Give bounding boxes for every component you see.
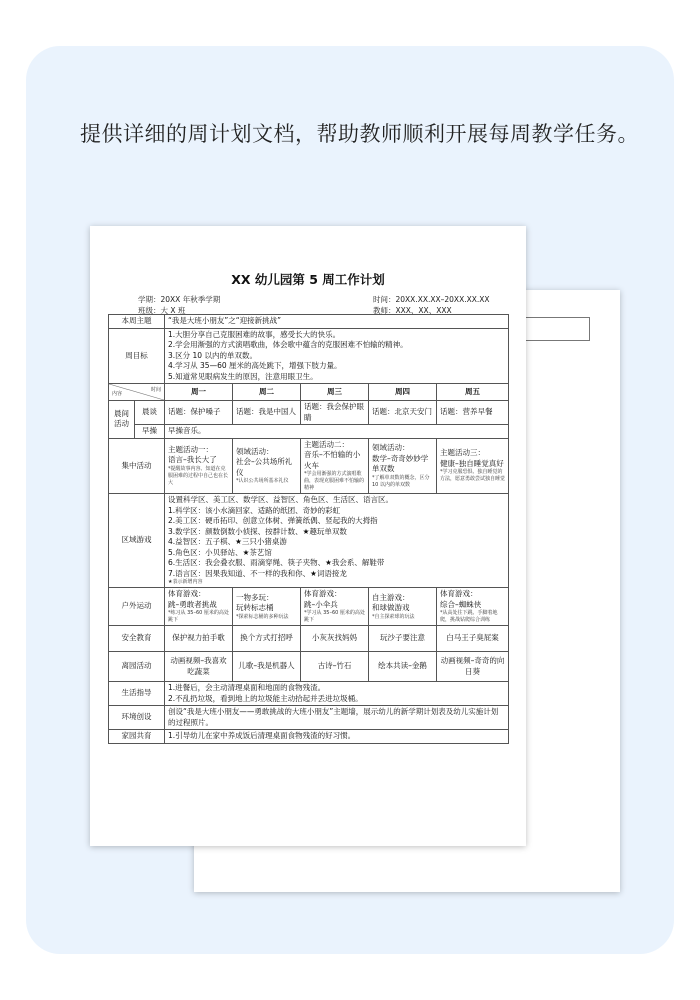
home-value: 1.引导幼儿在家中养成饭后清理桌面食物残渣的好习惯。 — [165, 730, 509, 744]
area-item: 2.美工区：硬币拓印、创意立体树、弹簧纸偶、竖起我的大拇指 — [168, 516, 378, 525]
cell-title: 领域活动： — [372, 443, 410, 452]
morning-talk-row — [109, 401, 509, 425]
goal-item: 2.学会用渐强的方式演唱歌曲，体会歌中蕴含的克服困难不怕输的精神。 — [168, 340, 408, 349]
area-item: 4.益智区：五子棋、★三只小猪桌游 — [168, 537, 287, 546]
morning-label: 晨间活动 — [109, 401, 135, 439]
group-cell — [233, 438, 301, 494]
talk-cell: 话题：北京天安门 — [369, 401, 437, 425]
safety-cell: 白马王子臭屁案 — [437, 626, 509, 652]
day-header: 周三 — [301, 384, 369, 401]
group-activity-row — [109, 438, 509, 494]
headline: 提供详细的周计划文档，帮助教师顺利开展每周教学任务。 — [80, 122, 639, 146]
area-games-row — [109, 494, 509, 588]
cell-note: *学习克服恐惧、独自睡觉的方法，愿意勇敢尝试独自睡觉 — [440, 469, 506, 483]
area-item: 1.科学区：该小水滴回家、适路的纸团、奇妙的彩虹 — [168, 505, 341, 515]
goals-label: 周目标 — [109, 328, 165, 384]
safety-cell: 小灰灰找妈妈 — [301, 626, 369, 652]
cell-title: 体育游戏： — [304, 589, 342, 598]
talk-cell: 话题：我会保护眼睛 — [301, 401, 369, 425]
talk-cell: 话题：保护嗓子 — [165, 401, 233, 425]
day-header: 周一 — [165, 384, 233, 401]
outdoor-cell — [301, 588, 369, 626]
area-item: 3.数学区：颜数倒数小侦探、按群计数、★趣玩单双数 — [168, 526, 347, 536]
cell-name: 社会–公共场所礼仪 — [236, 457, 293, 477]
group-cell — [301, 438, 369, 494]
goal-item: 1.大胆分享自己克服困难的故事，感受长大的快乐。 — [168, 329, 341, 339]
cell-note: *探索标志桶的多种玩法 — [236, 613, 289, 620]
life-item: 1.进餐后，会主动清理桌面和地面的食物残渣。 — [168, 683, 326, 692]
group-label: 集中活动 — [109, 438, 165, 494]
leaving-cell: 动画视频–我喜欢吃蔬菜 — [165, 652, 233, 682]
leaving-cell: 动画视频–奇奇的向日葵 — [437, 652, 509, 682]
env-label: 环境创设 — [109, 706, 165, 730]
cell-note: *从高处往下跳、手脚着地爬，挑战钻爬综合训练 — [440, 610, 498, 623]
area-list — [165, 494, 509, 588]
cell-name: 健康–独自睡觉真好 — [440, 458, 504, 468]
doc-title: XX 幼儿园第 5 周工作计划 — [231, 272, 385, 287]
theme-label: 本周主题 — [109, 315, 165, 329]
life-label: 生活指导 — [109, 682, 165, 706]
outdoor-label: 户外运动 — [109, 588, 165, 626]
day-header: 周四 — [369, 384, 437, 401]
cell-note: *了解单双数的概念，区分 10 以内的单双数 — [372, 474, 430, 488]
safety-label: 安全教育 — [109, 626, 165, 652]
cell-name: 和球做游戏 — [372, 603, 410, 612]
group-cell — [165, 438, 233, 494]
area-item: 5.角色区：小贝驿站、★茶艺馆 — [168, 547, 272, 557]
goal-item: 4.学习从 35—60 厘米的高处跳下，增强下肢力量。 — [168, 361, 342, 370]
cell-note: *自主探索球的玩法 — [372, 613, 415, 620]
outdoor-row — [109, 588, 509, 626]
document-page-preview — [90, 226, 526, 846]
area-item: 6.生活区：我会叠衣服、雨滴穿绳、筷子夹物、★我会系、解鞋带 — [168, 558, 385, 567]
cell-title: 自主游戏： — [372, 592, 410, 602]
cell-name: 音乐–不怕输的小火车 — [304, 450, 361, 470]
leaving-cell: 绘本共读–金鹅 — [369, 652, 437, 682]
exercise-row — [109, 425, 509, 439]
cell-title: 主题活动二： — [304, 439, 349, 449]
safety-row — [109, 626, 509, 652]
talk-label: 晨谈 — [135, 401, 165, 425]
cell-title: 主题活动一： — [168, 444, 213, 454]
cell-note: *学习从 35–60 厘米的高处跳下 — [304, 610, 365, 623]
semester: 学期：20XX 年秋季学期 — [138, 295, 221, 304]
life-list — [165, 682, 509, 706]
group-cell — [369, 438, 437, 494]
cell-name: 数学–奇奇妙妙学单双数 — [372, 453, 429, 473]
outdoor-cell — [165, 588, 233, 626]
corner-top-label: 时间 — [150, 387, 161, 393]
cell-title: 主题活动三： — [440, 448, 485, 458]
cell-note: *学会用渐强的方式演唱歌曲，表现克服困难不怕输的精神 — [304, 471, 365, 491]
home-label: 家园共育 — [109, 730, 165, 744]
theme-value: “我是大班小朋友”之“迎接新挑战” — [165, 315, 509, 329]
day-header: 周二 — [233, 384, 301, 401]
talk-cell: 话题：营养早餐 — [437, 401, 509, 425]
cell-title: 体育游戏： — [440, 589, 478, 598]
life-item: 2.不乱扔垃圾，看到地上的垃圾能主动拾起并丢进垃圾桶。 — [168, 693, 363, 703]
time-range: 时间：20XX.XX.XX–20XX.XX.XX — [373, 295, 490, 304]
area-note: ★表示新增内容 — [168, 579, 203, 585]
exercise-value: 早操音乐。 — [165, 425, 509, 439]
safety-cell: 玩沙子要注意 — [369, 626, 437, 652]
day-header-row — [109, 384, 509, 401]
leaving-row — [109, 652, 509, 682]
cell-title: 领域活动： — [236, 446, 274, 456]
cell-name: 综合–蜘蛛侠 — [440, 599, 482, 609]
leaving-label: 离园活动 — [109, 652, 165, 682]
goals-row — [109, 328, 509, 384]
safety-cell: 保护视力拍手歌 — [165, 626, 233, 652]
outdoor-cell — [233, 588, 301, 626]
cell-name: 语言–我长大了 — [168, 455, 217, 465]
class: 班级：大 X 班 — [138, 306, 186, 315]
outdoor-cell — [369, 588, 437, 626]
goals-list — [165, 328, 509, 384]
area-item: 设置科学区、美工区、数学区、益智区、角色区、生活区、语言区。 — [168, 495, 393, 504]
leaving-cell: 儿歌–我是机器人 — [233, 652, 301, 682]
cell-note: *提醒故事内容、知道在克服困难的过程中自己也在长大 — [168, 465, 229, 486]
life-row — [109, 682, 509, 706]
exercise-label: 早操 — [135, 425, 165, 439]
cell-name: 玩转标志桶 — [236, 603, 274, 612]
corner-bottom-label: 内容 — [112, 390, 123, 397]
theme-row — [109, 315, 509, 329]
environment-row — [109, 706, 509, 730]
outdoor-cell — [437, 588, 509, 626]
cell-name: 跳–勇敢者挑战 — [168, 599, 217, 609]
area-label: 区域游戏 — [109, 494, 165, 588]
day-header: 周五 — [437, 384, 509, 401]
talk-cell: 话题：我是中国人 — [233, 401, 301, 425]
cell-note: *认识公共场所基本礼仪 — [236, 478, 289, 484]
group-cell — [437, 438, 509, 494]
home-row — [109, 730, 509, 744]
corner-cell — [109, 384, 165, 401]
weekly-plan-table — [108, 314, 509, 744]
teacher: 教师：XXX、XX、XXX — [373, 306, 452, 315]
env-value: 创设“我是大班小朋友——勇敢挑战的大班小朋友”主题墙，展示幼儿的新学期计划表及幼儿实施计划的过程照片。 — [165, 706, 509, 730]
cell-note: *练习从 35–60 厘米的高处跳下 — [168, 610, 229, 623]
goal-item: 3.区分 10 以内的单双数。 — [168, 350, 257, 360]
cell-title: 一物多玩： — [236, 592, 274, 602]
cell-title: 体育游戏： — [168, 589, 206, 598]
cell-name: 跳–小伞兵 — [304, 599, 338, 609]
area-item: 7.语言区：因果我知道、不一样的我和你、★词语接龙 — [168, 568, 347, 578]
goal-item: 5.知道常见眼病发生的原因，注意用眼卫生。 — [168, 371, 318, 381]
safety-cell: 换个方式打招呼 — [233, 626, 301, 652]
leaving-cell: 古诗–竹石 — [301, 652, 369, 682]
